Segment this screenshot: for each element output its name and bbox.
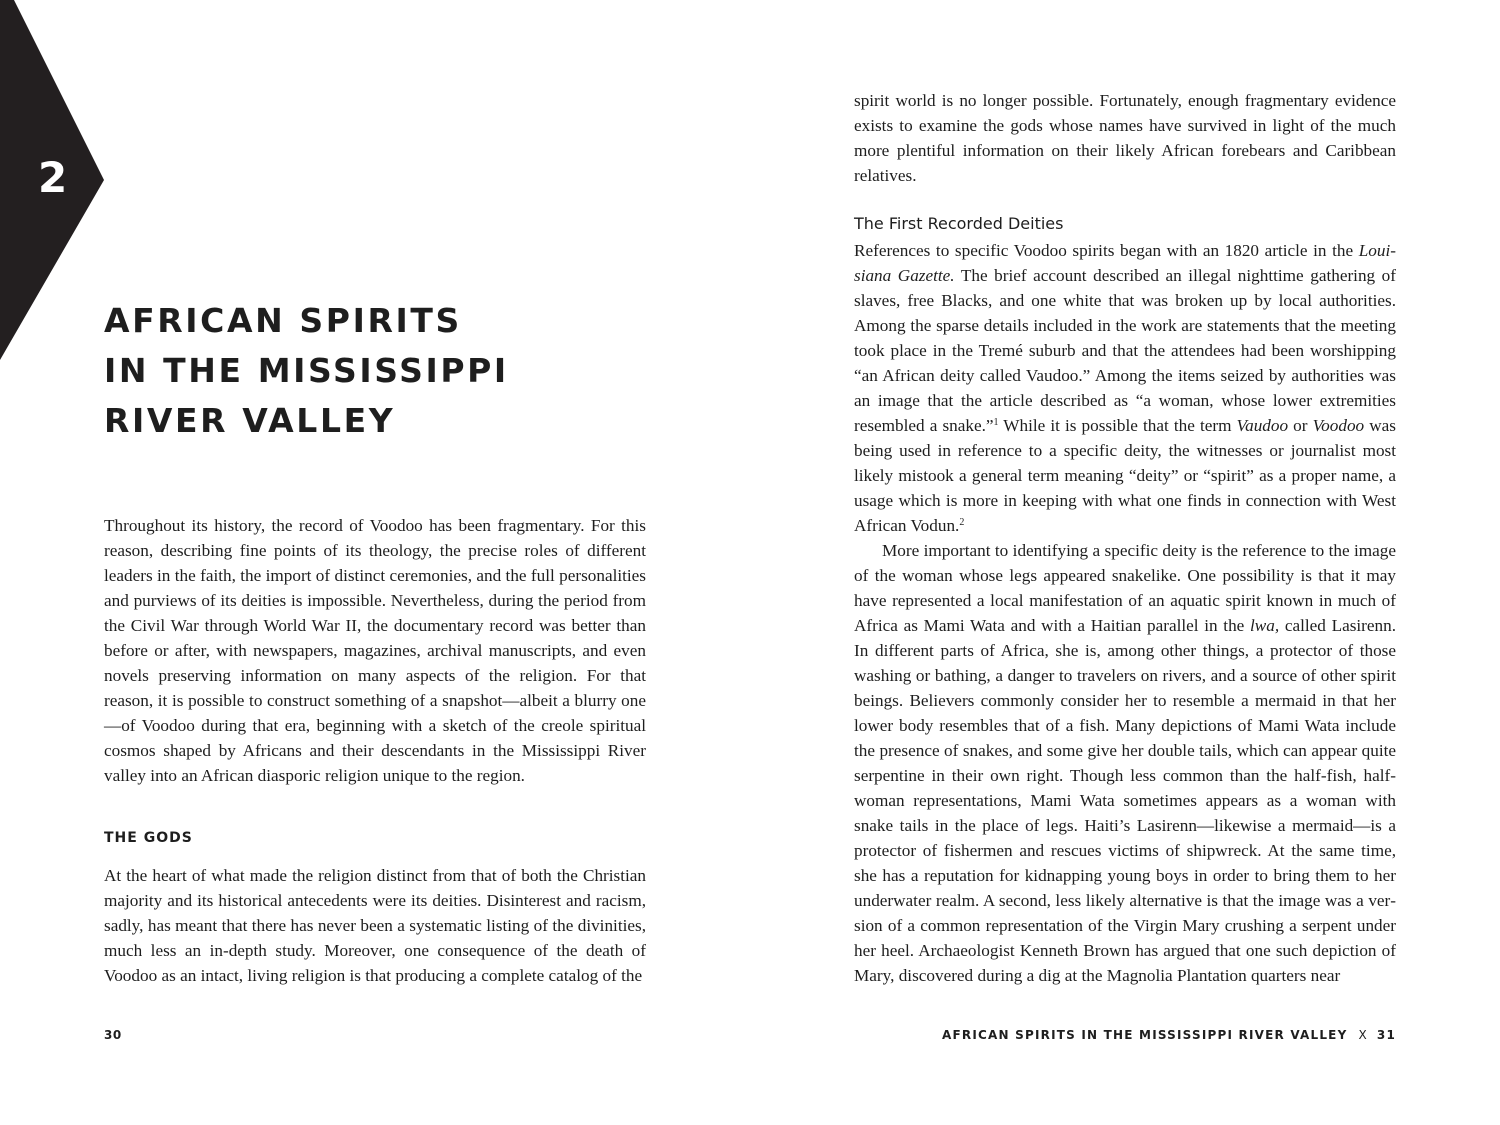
footnote-ref: 1 xyxy=(993,417,999,428)
footnote-ref: 2 xyxy=(959,517,965,528)
italic-term: Voodoo xyxy=(1312,416,1365,435)
mami-wata-paragraph: More important to identifying a specific deity is the reference to the image of the woman whose legs appeared snakelike. One possibility is that it may have represented a local manifestation of an aquatic spirit known in much of Africa as Mami Wata and with a Haitian parallel in the lwa, called Lasirenn. In different parts of Africa, she is, among other things, a protector of those washing or bathing, a danger to travelers on rivers, and a source of other spirit beings. Believers commonly consider her to resemble a mermaid in that her lower body resembles that of a fish. Many depictions of Mami Wata include the presence of snakes, and some give her double tails, which can appear quite serpentine in their own right. Though less common than the half-fish, half-woman representations, Mami Wata sometimes appears as a woman with snake tails in the place of legs. Haiti’s Lasirenn—likewise a mermaid—is a protector of fishermen and rescues victims of shipwreck. At the same time, she has a reputation for kidnapping young boys in order to bring them to her underwater realm. A second, less likely alternative is that the image was a version of a common representation of the Virgin Mary crushing a serpent under her heel. Archaeologist Kenneth Brown has argued that one such depiction of Mary, discovered during a dig at the Magnolia Plantation quarters near xyxy=(854,541,1396,985)
chapter-number: 2 xyxy=(38,153,68,202)
chapter-title xyxy=(104,296,664,446)
page-number-right: 31 xyxy=(1376,1028,1396,1042)
italic-term: lwa, xyxy=(1250,616,1280,635)
gods-paragraph: At the heart of what made the religion distinct from that of both the Christian majority and its historical antecedents were its deities. Disinterest and racism, sadly, has meant that there has never been a systematic listing of the divinities, much less an in-depth study. Moreover, one consequence of the death of Voodoo as an intact, living religion is that producing a complete catalog of the xyxy=(104,866,646,985)
italic-title: Louisiana Gazette. xyxy=(854,241,1396,285)
chapter-title-line: RIVER VALLEY xyxy=(104,401,396,440)
chapter-title-line: AFRICAN SPIRITS xyxy=(104,301,462,340)
running-head-title: AFRICAN SPIRITS IN THE MISSISSIPPI RIVER VALLEY xyxy=(942,1028,1348,1042)
chapter-title-line: IN THE MISSISSIPPI xyxy=(104,351,509,390)
right-body-text xyxy=(854,238,1396,988)
first-deities-paragraph: References to specific Voodoo spirits began with an 1820 article in the Louisiana Gazette. The brief account described an illegal nighttime gathering of slaves, free Blacks, and one white that was broken up by local authorities. Among the sparse details included in the work are statements that the meeting took place in the Tremé suburb and that the attendees had been worshipping “an African deity called Vaudoo.” Among the items seized by authorities was an image that the article described as “a woman, whose lower extremities resembled a snake.”$^1$ While it is possible that the term Vaudoo or Voodoo was being used in reference to a specific deity, the witnesses or journalist most likely mistook a general term meaning “deity” or “spirit” as a proper name, a usage which is more in keeping with what one finds in connection with West African Vodun.$^2$ xyxy=(854,241,1397,535)
section-heading: THE GODS xyxy=(104,830,193,846)
running-head-separator: X xyxy=(1358,1028,1368,1042)
intro-paragraph: Throughout its history, the record of Voodoo has been fragmentary. For this reason, describing fine points of its theology, the precise roles of different leaders in the faith, the import of distinct ceremonies, and the full personalities and purviews of its deities is impossible. Nevertheless, during the period from the Civil War through World War II, the documentary record was better than before or after, with newspapers, magazines, archival manuscripts, and even novels preserving information on many aspects of the religion. For that reason, it is possible to construct something of a snapshot—albeit a blurry one—of Voodoo during that era, beginning with a sketch of the creole spiritual cosmos shaped by Africans and their descendants in the Mississippi River valley into an African diasporic religion unique to the region. xyxy=(104,516,646,785)
running-head xyxy=(942,1026,1396,1044)
continuation-paragraph: spirit world is no longer possible. Fortunately, enough fragmentary evidence exists to examine the gods whose names have survived in light of the much more plentiful information on their likely African forebears and Caribbean relatives. xyxy=(854,91,1396,185)
subsection-heading: The First Recorded Deities xyxy=(854,214,1064,233)
italic-term: Vaudoo xyxy=(1236,416,1289,435)
page-number-left: 30 xyxy=(104,1028,122,1042)
